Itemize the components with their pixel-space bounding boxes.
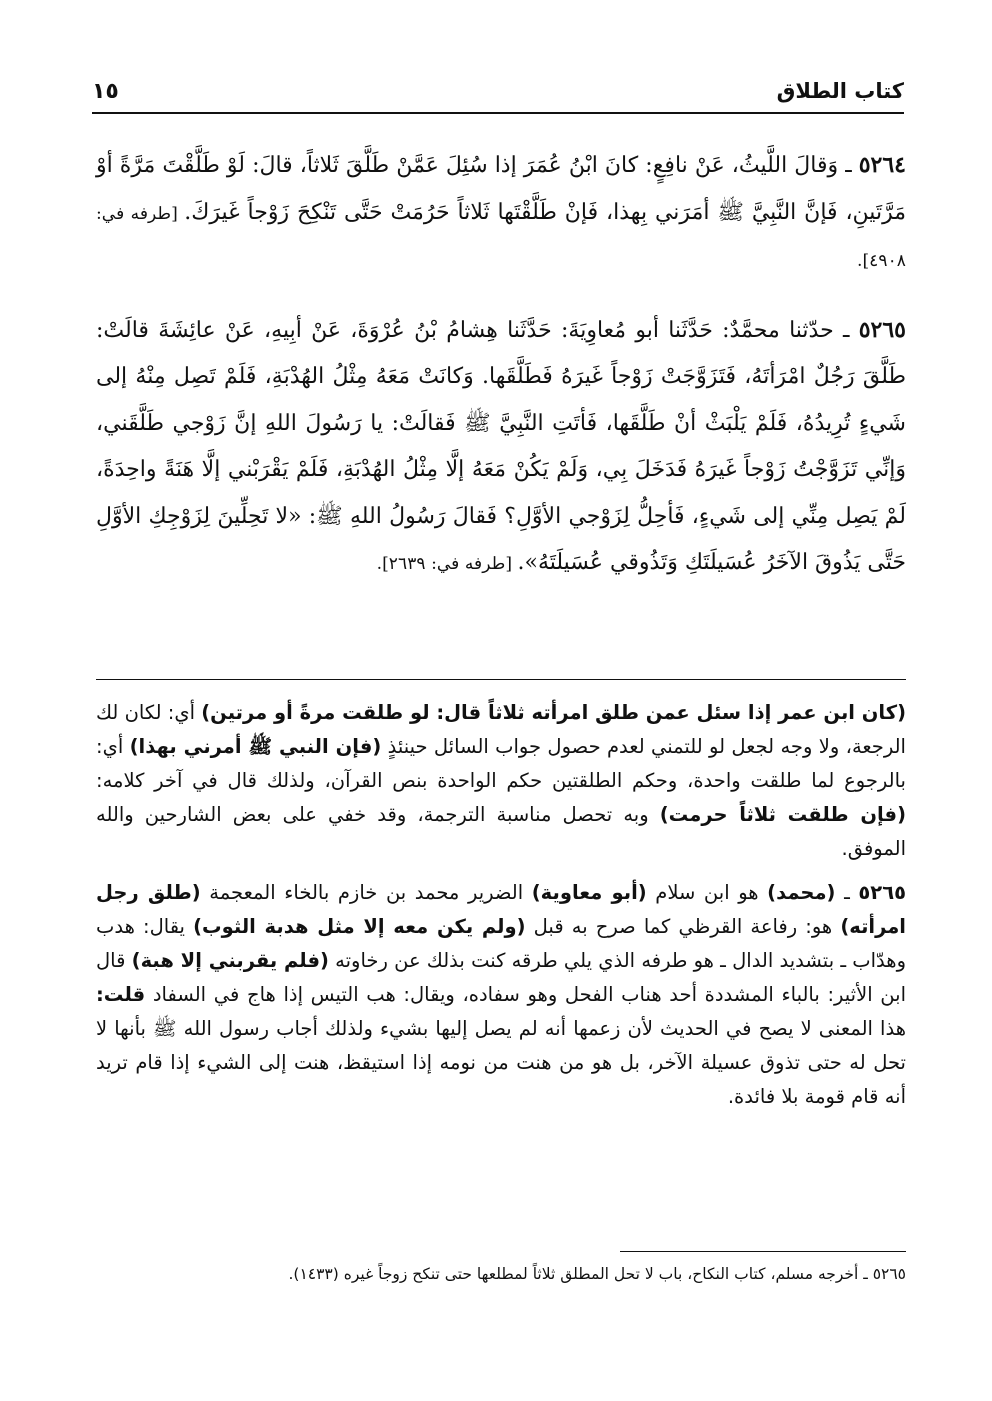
commentary-text: هذا المعنى لا يصح في الحديث لأن زعمها أنه لم يصل إليها بشيء ولذلك أجاب رسول الله ﷺ بأنها لا تحل له حتى تذوق عسيلة الآخر، بل هو من هنت من نومه إذا استيقظ، هنت إلى الشيء إذا قام تريد أنه قام قومة بلا فائدة. bbox=[96, 1017, 906, 1108]
page-number: ١٥ bbox=[92, 78, 119, 104]
quoted-phrase: (فإن طلقت ثلاثاً حرمت) bbox=[659, 803, 906, 826]
hadith-cross-reference: [طرفه في: ٢٦٣٩]. bbox=[376, 554, 518, 574]
quoted-phrase: (فلم يقربني إلا هبة) bbox=[131, 949, 329, 972]
commentary-text: قال ابن الأثير: بالباء المشددة أحد هناب الفحل وهو سفاده، ويقال: هب التيس إذا هاج في السفاد bbox=[96, 949, 906, 1006]
quoted-phrase: (طلق رجل امرأته) bbox=[96, 881, 906, 938]
commentary-text: ـ bbox=[835, 881, 859, 904]
commentary-section bbox=[96, 696, 906, 1124]
quoted-phrase: (كان ابن عمر إذا سئل عمن طلق امرأته ثلاثاً قال: لو طلقت مرةً أو مرتين) bbox=[201, 701, 906, 724]
commentary-divider bbox=[96, 679, 906, 680]
footnote-divider bbox=[620, 1251, 906, 1252]
hadith-5264 bbox=[96, 142, 906, 285]
commentary-paragraph-2 bbox=[96, 876, 906, 1114]
hadith-cross-reference: [طرفه في: ٤٩٠٨]. bbox=[96, 203, 906, 271]
running-title: كتاب الطلاق bbox=[776, 79, 904, 103]
commentary-text: أي: لكان لك الرجعة، ولا وجه لجعل لو للتمني لعدم حصول جواب السائل حينئذٍ bbox=[96, 701, 906, 758]
hadith-5265 bbox=[96, 307, 906, 588]
commentary-text: أي: بالرجوع لما طلقت واحدة، وحكم الطلقتين حكم الواحدة بنص القرآن، ولذلك قال في آخر كلامه: bbox=[96, 735, 906, 792]
hadith-number: ٥٢٦٤ bbox=[858, 152, 906, 178]
commentary-text: الضرير محمد بن خازم بالخاء المعجمة bbox=[200, 881, 532, 904]
commentary-text: هو: رفاعة القرظي كما صرح به قبل bbox=[525, 915, 841, 938]
hadith-number: ٥٢٦٥ bbox=[858, 316, 906, 343]
hadith-body: ـ حدّثنا محمَّدٌ: حَدَّثَنا أبو مُعاوِيَةَ: حَدَّثَنا هِشامُ بْنُ عُرْوَةَ، عَنْ أبِيهِ، عَنْ عائِشَةَ قالَتْ: طَلَّقَ رَجُلٌ امْرَأتَهُ، فَتَزَوَّجَتْ زَوْجاً غَيرَهُ فَطَلَّقَها. وَكانَتْ مَعَهُ مِثْلُ الهُدْبَةِ، فَلَمْ تَصِل مِنْهُ إلى شَيءٍ تُرِيدُهُ، فَلَمْ يَلْبَثْ أنْ طَلَّقَها، فَأتَتِ النَّبِيَّ ﷺ فَقالَتْ: يا رَسُولَ اللهِ إنَّ زَوْجي طَلَّقَني، وَإنِّي تَزَوَّجْتُ زَوْجاً غَيرَهُ فَدَخَلَ بِي، وَلَمْ يَكُنْ مَعَهُ إلَّا مِثْلُ الهُدْبَةِ، فَلَمْ يَقْرَبْني إلَّا هَنَةً واحِدَةً، لَمْ يَصِل مِنِّي إلى شَيءٍ، فَأحِلُّ لِزَوْجي الأوَّلِ؟ فَقالَ رَسُولُ اللهِ ﷺ: «لا تَحِلِّينَ لِزَوْجِكِ الأوَّلِ حَتَّى يَذُوقَ الآخَرُ عُسَيلَتَكِ وَتَذُوقي عُسَيلَتَهُ». bbox=[96, 317, 906, 575]
quoted-phrase: (فإن النبي ﷺ أمرني بهذا) bbox=[129, 735, 382, 758]
commentary-text: هو ابن سلام bbox=[646, 881, 768, 904]
quoted-phrase: (محمد) bbox=[767, 881, 836, 904]
page-header bbox=[92, 70, 904, 114]
hadith-section bbox=[96, 142, 906, 610]
commentary-text: يقال: هدب وهدّاب ـ بتشديد الدال ـ هو طرفه الذي يلي طرقه كنت بذلك عن رخاوته bbox=[96, 915, 906, 972]
quoted-phrase: (ولم يكن معه إلا مثل هدبة الثوب) bbox=[193, 915, 526, 938]
commentary-text: وبه تحصل مناسبة الترجمة، وقد خفي على بعض الشارحين والله الموفق. bbox=[96, 803, 906, 860]
commentary-paragraph-1 bbox=[96, 696, 906, 866]
footnote: ٥٢٦٥ ـ أخرجه مسلم، كتاب النكاح، باب لا تحل المطلق ثلاثاً لمطلعها حتى تنكح زوجاً غيره (١٤٣٣). bbox=[288, 1265, 906, 1283]
commentary-number: ٥٢٦٥ bbox=[858, 881, 906, 904]
hadith-body: ـ وَقالَ اللَّيثُ، عَنْ نافِعٍ: كانَ ابْنُ عُمَرَ إذا سُئِلَ عَمَّنْ طَلَّقَ ثَلاثاً، قالَ: لَوْ طَلَّقْتَ مَرَّةً أوْ مَرَّتَينِ، فَإنَّ النَّبِيَّ ﷺ أمَرَني بِهذا، فَإنْ طَلَّقْتَها ثَلاثاً حَرُمَتْ حَتَّى تَنْكِحَ زَوْجاً غَيرَكَ. bbox=[96, 153, 906, 225]
quoted-phrase: قلت: bbox=[96, 983, 146, 1006]
quoted-phrase: (أبو معاوية) bbox=[531, 881, 647, 904]
